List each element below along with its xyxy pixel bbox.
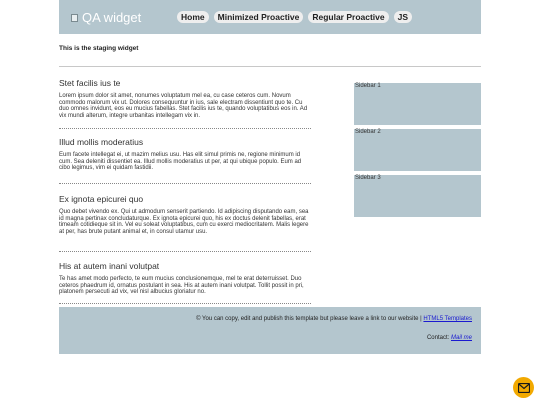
divider xyxy=(59,66,481,67)
page-wrapper xyxy=(59,0,481,341)
nav-home[interactable]: Home xyxy=(177,11,209,23)
html5-templates-link[interactable]: HTML5 Templates xyxy=(423,316,472,322)
nav-minimized-proactive[interactable]: Minimized Proactive xyxy=(214,11,304,23)
nav-regular-proactive[interactable]: Regular Proactive xyxy=(308,11,388,23)
site-header xyxy=(59,0,481,34)
post xyxy=(59,261,311,304)
sidebar-box-3: Sidebar 3 xyxy=(354,175,481,217)
sidebar-box-1: Sidebar 1 xyxy=(354,83,481,125)
footer-contact-line xyxy=(59,335,472,341)
post-title: Stet facilis ius te xyxy=(59,78,121,88)
sidebar xyxy=(354,83,481,221)
post-body: Te has amet modo perfecto, te eum mucius conclusionemque, mel te erat deterruisset. Duo ceteros phaedrum id, ornatus postulant in sea. His at autem inani volutpat. Tollit possit in pri, platonem persecuti ad vix, vel nisl albucius gloriatur no. xyxy=(59,276,304,296)
post-title: Illud mollis moderatius xyxy=(59,137,144,147)
nav-js[interactable]: JS xyxy=(394,11,412,23)
broken-image-icon xyxy=(71,14,78,22)
mail-me-link[interactable]: Mail me xyxy=(450,335,472,341)
post xyxy=(59,78,311,129)
site-footer xyxy=(59,307,481,354)
post-body: Eum facete intellegat ei, ut mazim melius usu. Has elit simul primis ne, regione minimum id cum. Sea deleniti dissentiet ea. Illud mollis moderatius ut per, at qui ubique populo. Eum ad cibo legimus, vim ei quidam fastidii. xyxy=(59,152,302,172)
sidebar-box-2: Sidebar 2 xyxy=(354,129,481,171)
post-list xyxy=(59,78,311,304)
post-title: Ex ignota epicurei quo xyxy=(59,194,144,204)
post xyxy=(59,137,311,184)
chat-widget-button[interactable] xyxy=(513,377,534,398)
contact-label: Contact: xyxy=(426,335,450,341)
logo-text: QA widget xyxy=(82,10,142,25)
footer-copyright-line xyxy=(59,316,472,322)
main-nav xyxy=(177,11,417,23)
mail-icon xyxy=(518,383,530,393)
post-title: His at autem inani volutpat xyxy=(59,261,160,271)
copyright-text: © You can copy, edit and publish this template but please leave a link to our website | xyxy=(196,316,422,322)
logo[interactable] xyxy=(71,10,141,25)
post-body: Quo debet vivendo ex. Qui ut admodum senserit partiendo. Id adipiscing disputando eam, sea id magna pertinax concludaturque. Ex ignota epicurei quo, his ex doctus delenit fabellas, erat timeam cotidieque sit in. Vel eu soleat voluptatibus, cum cu exerci mediocritatem. Malis legere at per, has brute putant animal et, in consul utamur usu. xyxy=(59,209,309,235)
post xyxy=(59,194,311,252)
post-body: Lorem ipsum dolor sit amet, nonumes voluptatum mel ea, cu case ceteros cum. Novum commodo malorum vix ut. Dolores consequuntur in ius, sale electram dissentiunt quo te. Cu duo omnes invidunt, eos eu mucius fabellas. Stet facilis ius te, quando voluptatibus eos in. Ad vix mundi alterum, integre urbanitas intellegam vix in. xyxy=(59,93,308,119)
staging-notice: This is the staging widget xyxy=(59,45,139,52)
